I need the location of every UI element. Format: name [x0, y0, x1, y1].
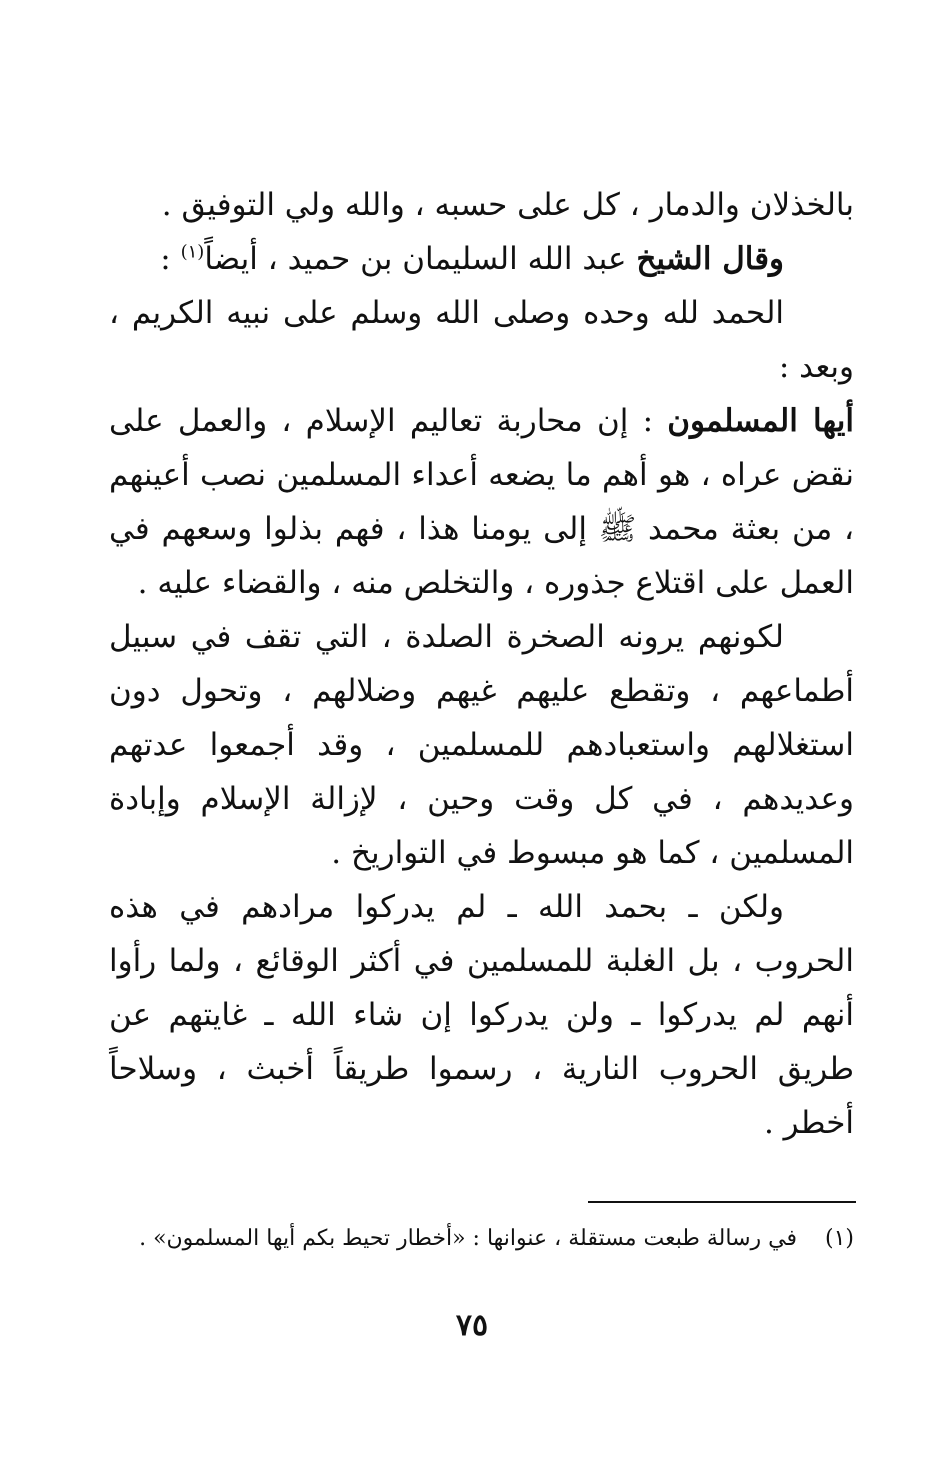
paragraph-4-text: : إن محاربة تعاليم الإسلام ، والعمل على نقض عراه ، هو أهم ما يضعه أعداء المسلمين نصب أعينهم ، من بعثة محمد ﷺ إلى يومنا هذا ، فهم بذلوا وسعهم في العمل على اقتلاع جذوره ، والتخلص منه ، والقضاء عليه . — [109, 403, 854, 601]
paragraph-4-bold: أيها المسلمون — [667, 403, 854, 439]
paragraph-1-text: بالخذلان والدمار ، كل على حسبه ، والله ولي التوفيق . — [161, 187, 854, 223]
paragraph-2-text: عبد الله السليمان بن حميد ، أيضاً — [204, 241, 637, 277]
paragraph-5-text: لكونهم يرونه الصخرة الصلدة ، التي تقف في سبيل أطماعهم ، وتقطع عليهم غيهم وضلالهم ، وتحول دون استغلالهم واستعبادهم للمسلمين ، وقد أجمعوا عدتهم وعديدهم ، في كل وقت وحين ، لإزالة الإسلام وإبادة المسلمين ، كما هو مبسوط في التواريخ . — [109, 619, 854, 871]
paragraph-2 — [109, 232, 854, 286]
main-text — [109, 178, 854, 1150]
paragraph-6-text: ولكن ـ بحمد الله ـ لم يدركوا مرادهم في هذه الحروب ، بل الغلبة للمسلمين في أكثر الوقائع ، ولما رأوا أنهم لم يدركوا ـ ولن يدركوا إن شاء الله ـ غايتهم عن طريق الحروب النارية ، رسموا طريقاً أخبث ، وسلاحاً أخطر . — [109, 889, 854, 1141]
page-number: ٧٥ — [455, 1308, 489, 1343]
footnote-divider — [588, 1201, 856, 1203]
footnote-reference: (١) — [180, 241, 205, 263]
paragraph-3-text: الحمد لله وحده وصلى الله وسلم على نبيه الكريم ، وبعد : — [109, 295, 854, 385]
footnote-marker: (١) — [824, 1226, 854, 1251]
footnote-text: في رسالة طبعت مستقلة ، عنوانها : «أخطار تحيط بكم أيها المسلمون» . — [139, 1226, 797, 1251]
paragraph-2-bold: وقال الشيخ — [636, 241, 784, 277]
paragraph-6 — [109, 880, 854, 1150]
paragraph-5 — [109, 610, 854, 880]
paragraph-1 — [109, 178, 854, 232]
paragraph-3 — [109, 286, 854, 394]
paragraph-4 — [109, 394, 854, 610]
footnote — [109, 1222, 854, 1256]
paragraph-2-tail: : — [160, 241, 181, 277]
